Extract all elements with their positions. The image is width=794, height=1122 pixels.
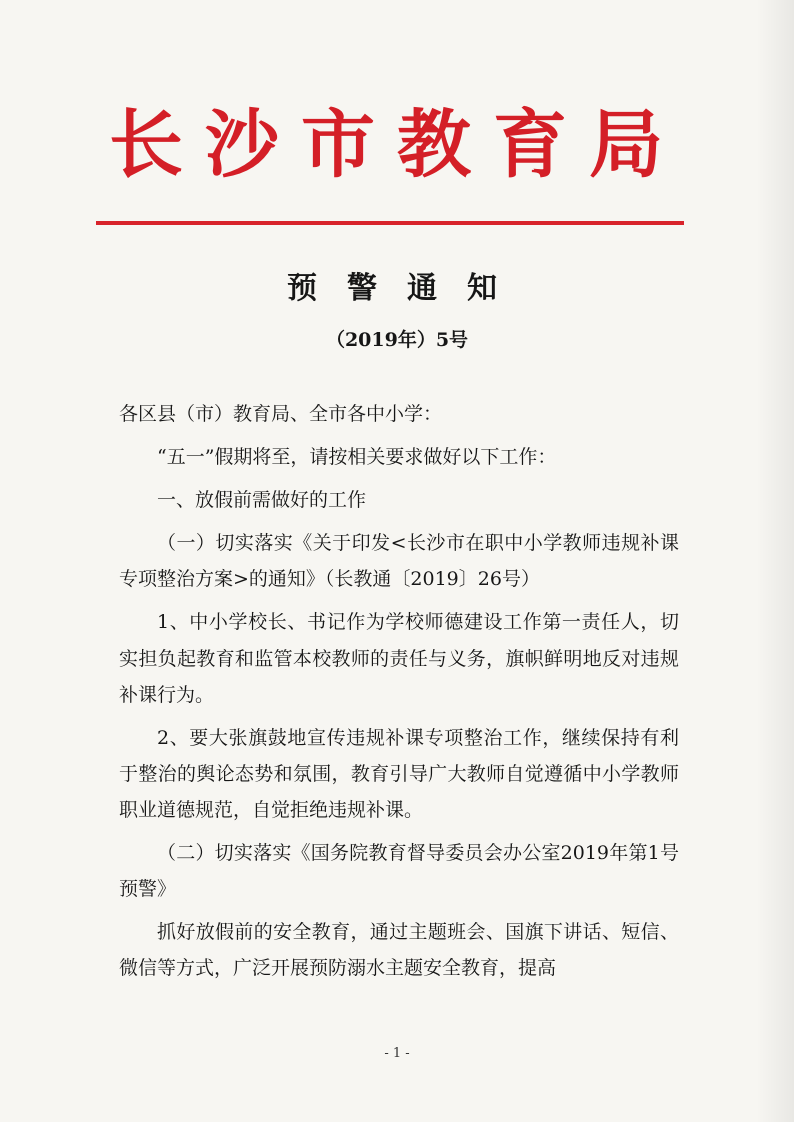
intro-paragraph: “五一”假期将至，请按相关要求做好以下工作： bbox=[157, 446, 557, 469]
document-body bbox=[119, 396, 679, 993]
item-two: （二）切实落实《国务院教育督导委员会办公室2019年第1号预警》 bbox=[119, 842, 679, 901]
scan-edge-shadow bbox=[756, 0, 794, 1122]
document-title: 预警通知 bbox=[287, 271, 527, 306]
item-one: （一）切实落实《关于印发<长沙市在职中小学教师违规补课专项整治方案>的通知》（长教通〔2019〕26号） bbox=[119, 532, 679, 591]
addressee: 各区县（市）教育局、全市各中小学： bbox=[119, 403, 443, 425]
item-two-text: 抓好放假前的安全教育，通过主题班会、国旗下讲话、短信、微信等方式，广泛开展预防溺水主题安全教育，提高 bbox=[119, 921, 679, 980]
item-one-point-one: 1、中小学校长、书记作为学校师德建设工作第一责任人，切实担负起教育和监管本校教师的责任与义务，旗帜鲜明地反对违规补课行为。 bbox=[119, 611, 679, 706]
section-heading: 一、放假前需做好的工作 bbox=[157, 489, 367, 512]
item-one-point-two: 2、要大张旗鼓地宣传违规补课专项整治工作，继续保持有利于整治的舆论态势和氛围，教育引导广大教师自觉遵循中小学教师职业道德规范，自觉拒绝违规补课。 bbox=[119, 726, 679, 821]
page-number: - 1 - bbox=[384, 1046, 410, 1061]
document-number: （2019年）5号 bbox=[325, 329, 469, 351]
masthead-red-rule bbox=[96, 221, 684, 225]
issuer-masthead: 长沙市教育局 bbox=[109, 102, 685, 188]
